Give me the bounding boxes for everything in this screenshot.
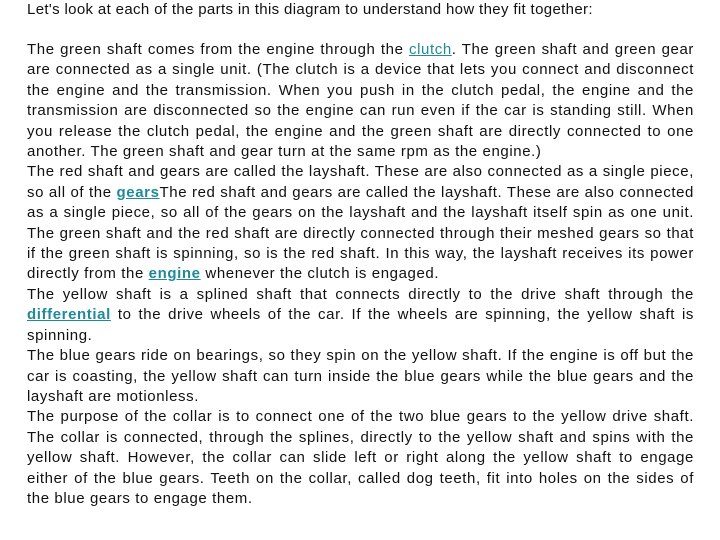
paragraph-text: The red shaft and gears are called the layshaft. These are also connected as a single piece, so all of the gears on the layshaft and the layshaft itself spin as one unit. The green shaft and the red shaft are directly connected through their meshed gears so that if the green shaft is spinning, so is the red shaft. In this way, the layshaft receives its power directly from the <box>27 183 695 283</box>
intro-heading: Let's look at each of the parts in this diagram to understand how they fit together: <box>27 1 593 18</box>
paragraph-text: . The green shaft and green gear are connected as a single unit. (The clutch is a device that lets you connect and disconnect the engine and the transmission. When you push in the clutch pedal, the engine and the transmission are disconnected so the engine can run even if the car is standing still. When you release the clutch pedal, the engine and the green shaft are directly connected to one another. The green shaft and gear turn at the same rpm as the engine.) <box>27 41 694 161</box>
engine-link[interactable]: engine <box>148 265 201 283</box>
paragraph-text: whenever the clutch is engaged. <box>200 265 440 283</box>
paragraph-green-shaft <box>27 40 694 162</box>
differential-link[interactable]: differential <box>27 306 111 324</box>
document-body <box>27 40 694 509</box>
paragraph-text: The green shaft comes from the engine through the <box>27 41 409 58</box>
clutch-link[interactable]: clutch <box>408 41 452 58</box>
paragraph-layshaft <box>27 162 694 284</box>
gears-link[interactable]: gears <box>116 183 160 201</box>
document-page <box>27 0 694 509</box>
paragraph-collar: The purpose of the collar is to connect one of the two blue gears to the yellow drive shaft. The collar is connected, through the splines, directly to the yellow shaft and spins with the yellow shaft. However, the collar can slide left or right along the yellow shaft to engage either of the blue gears. Teeth on the collar, called dog teeth, fit into holes on the sides of the blue gears to engage them. <box>27 408 694 507</box>
paragraph-text: The red shaft and gears are called the layshaft. These are also connected as a single piece, so all of the <box>27 163 694 201</box>
paragraph-text: to the drive wheels of the car. If the wheels are spinning, the yellow shaft is spinning. <box>27 306 694 344</box>
paragraph-yellow-shaft <box>27 285 694 346</box>
paragraph-blue-gears: The blue gears ride on bearings, so they spin on the yellow shaft. If the engine is off but the car is coasting, the yellow shaft can turn inside the blue gears while the blue gears and the layshaft are motionless. <box>27 347 694 405</box>
paragraph-text: The yellow shaft is a splined shaft that connects directly to the drive shaft through the <box>27 285 694 303</box>
